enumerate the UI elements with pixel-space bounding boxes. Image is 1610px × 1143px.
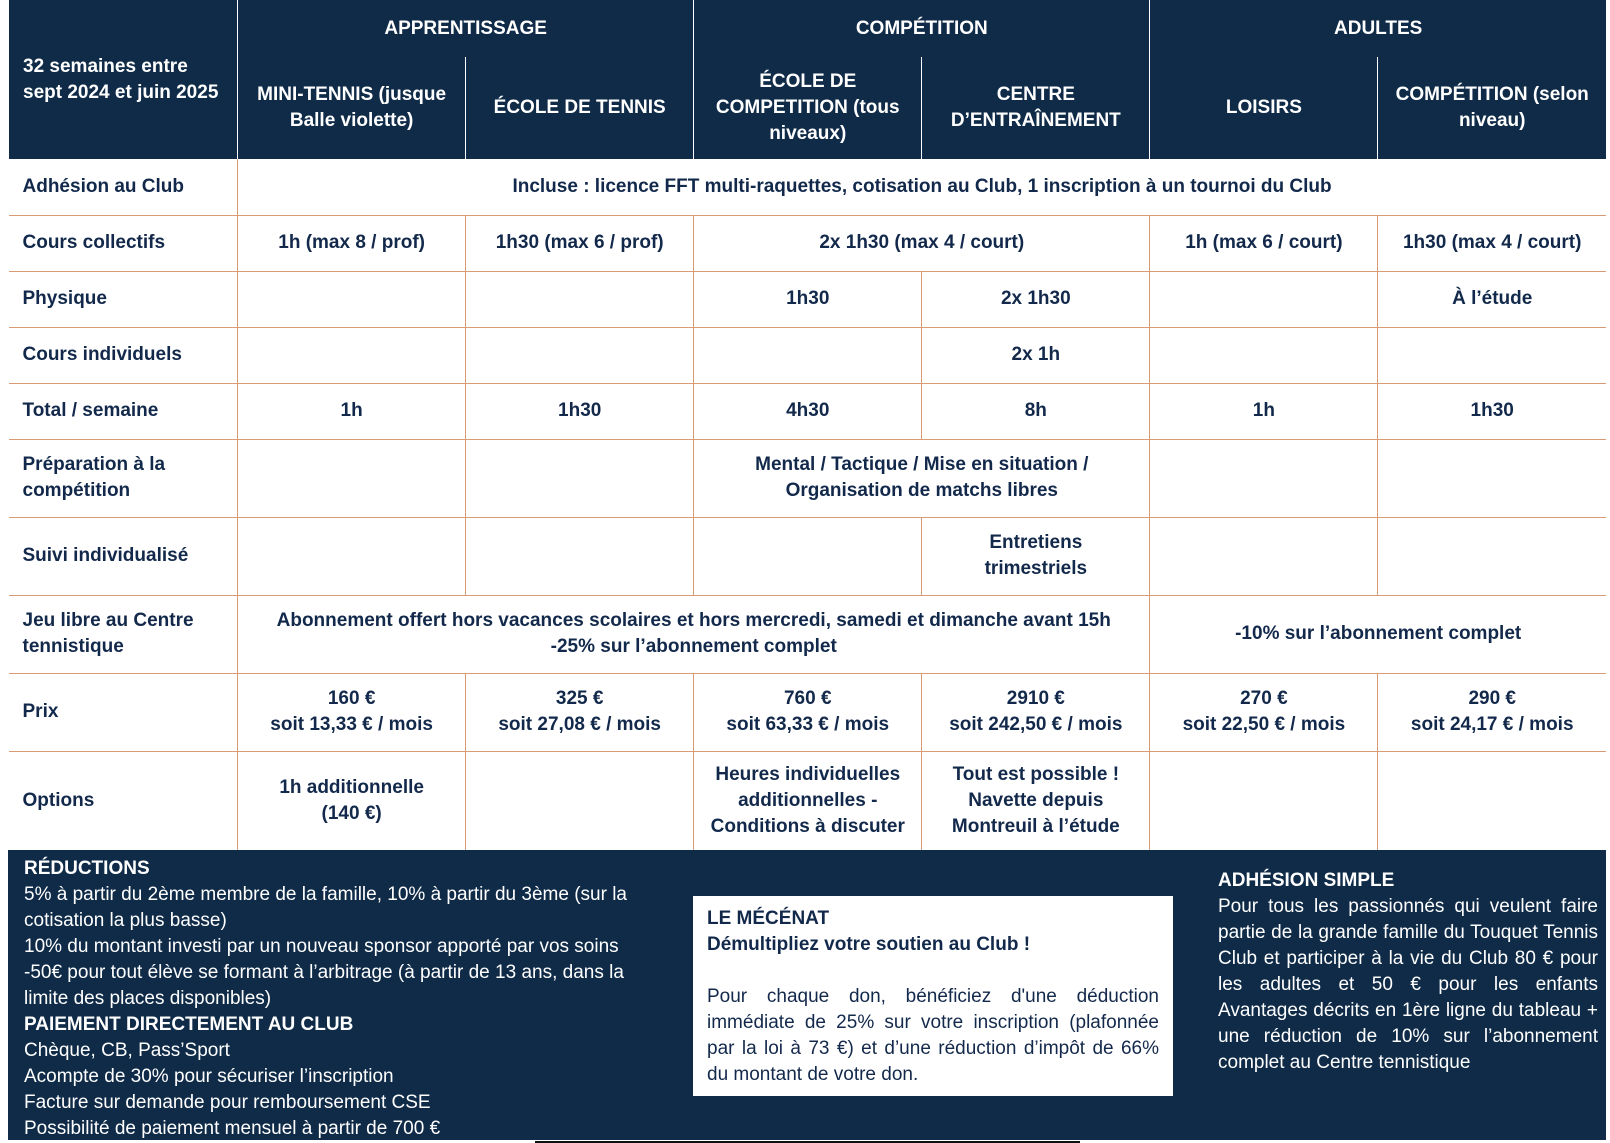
column-header-ecole-tennis: ÉCOLE DE TENNIS (466, 57, 694, 159)
table-cell (238, 271, 466, 327)
table-cell: 1h (238, 383, 466, 439)
payment-line: Acompte de 30% pour sécuriser l’inscription (24, 1066, 394, 1087)
table-row-preparation (9, 439, 1607, 517)
table-cell (1150, 517, 1378, 595)
table-cell (1150, 439, 1378, 517)
table-cell: 1h30 (694, 271, 922, 327)
adhesion-cell: Incluse : licence FFT multi-raquettes, cotisation au Club, 1 inscription à un tournoi du Club (238, 159, 1606, 215)
price: 160 € (327, 688, 376, 709)
table-cell: -10% sur l’abonnement complet (1150, 595, 1606, 673)
table-cell: 1h30 (466, 383, 694, 439)
payment-line: Possibilité de paiement mensuel à partir de 700 € (24, 1118, 441, 1139)
mecenat-title: LE MÉCÉNAT (707, 908, 830, 929)
table-cell: 4h30 (694, 383, 922, 439)
price: 2910 € (1006, 688, 1065, 709)
price-cell (922, 673, 1150, 751)
table-cell: 1h (1150, 383, 1378, 439)
table-cell: Entretiens trimestriels (922, 517, 1150, 595)
row-label: Total / semaine (9, 383, 238, 439)
group-header-competition: COMPÉTITION (694, 0, 1150, 57)
table-cell: 2x 1h (922, 327, 1150, 383)
table-row-physique (9, 271, 1607, 327)
table-cell (238, 439, 466, 517)
monthly-price: soit 24,17 € / mois (1410, 714, 1574, 735)
row-label: Options (9, 751, 238, 851)
table-cell: À l’étude (1378, 271, 1606, 327)
price: 270 € (1240, 688, 1288, 709)
payment-line: Facture sur demande pour remboursement CSE (24, 1092, 431, 1113)
monthly-price: soit 242,50 € / mois (949, 714, 1123, 735)
row-label: Prix (9, 673, 238, 751)
price-cell (238, 673, 466, 751)
table-cell (1378, 439, 1606, 517)
season-label: 32 semaines entre sept 2024 et juin 2025 (9, 0, 238, 159)
table-row-options (9, 751, 1607, 851)
row-label: Suivi individualisé (9, 517, 238, 595)
table-row-prix (9, 673, 1607, 751)
row-label: Jeu libre au Centre tennistique (9, 595, 238, 673)
row-label: Cours collectifs (9, 215, 238, 271)
price-cell (694, 673, 922, 751)
table-cell (238, 517, 466, 595)
table-cell: 1h additionnelle (140 €) (238, 751, 466, 851)
table-row-adhesion (9, 159, 1607, 215)
price: 760 € (783, 688, 832, 709)
mecenat-text: Pour chaque don, bénéficiez d'une déduction immédiate de 25% sur votre inscription (plafonnée par la loi à 73 €) et d’une réduction d’impôt de 66% du montant de votre don. (707, 986, 1159, 1085)
column-header-adultes-competition: COMPÉTITION (selon niveau) (1378, 57, 1606, 159)
table-cell: 2x 1h30 (922, 271, 1150, 327)
table-cell (238, 327, 466, 383)
info-band (8, 850, 1606, 1140)
row-label: Physique (9, 271, 238, 327)
price-cell (1378, 673, 1606, 751)
table-cell: 1h (max 6 / court) (1150, 215, 1378, 271)
table-cell (466, 327, 694, 383)
table-cell (694, 517, 922, 595)
table-cell: 8h (922, 383, 1150, 439)
column-header-centre-entrainement: CENTRE D’ENTRAÎNEMENT (922, 57, 1150, 159)
adhesion-simple-title: ADHÉSION SIMPLE (1218, 870, 1395, 891)
reduction-line: 5% à partir du 2ème membre de la famille, 10% à partir du 3ème (sur la cotisation la plus basse) (24, 884, 627, 931)
reduction-line: -50€ pour tout élève se formant à l’arbitrage (à partir de 13 ans, dans la limite des places disponibles) (24, 962, 624, 1009)
reduction-line: 10% du montant investi par un nouveau sponsor apporté par vos soins (24, 936, 619, 957)
payment-title: PAIEMENT DIRECTEMENT AU CLUB (24, 1014, 354, 1035)
mecenat-subtitle: Démultipliez votre soutien au Club ! (707, 934, 1031, 955)
table-row-suivi (9, 517, 1607, 595)
table-cell: Mental / Tactique / Mise en situation / Organisation de matchs libres (694, 439, 1150, 517)
tariff-table (8, 0, 1606, 851)
table-cell (466, 439, 694, 517)
monthly-price: soit 22,50 € / mois (1182, 714, 1346, 735)
column-header-loisirs: LOISIRS (1150, 57, 1378, 159)
table-cell (466, 517, 694, 595)
table-cell (1150, 751, 1378, 851)
table-cell: Abonnement offert hors vacances scolaires et hors mercredi, samedi et dimanche avant 15h -25% sur l’abonnement complet (238, 595, 1150, 673)
price: 325 € (555, 688, 604, 709)
row-label: Adhésion au Club (9, 159, 238, 215)
table-cell (1150, 327, 1378, 383)
table-cell: 1h30 (1378, 383, 1606, 439)
monthly-price: soit 63,33 € / mois (726, 714, 890, 735)
group-header-adultes: ADULTES (1150, 0, 1606, 57)
table-cell: 1h30 (max 4 / court) (1378, 215, 1606, 271)
reductions-title: RÉDUCTIONS (24, 858, 150, 879)
group-header-apprentissage: APPRENTISSAGE (238, 0, 694, 57)
table-row-jeu-libre (9, 595, 1607, 673)
table-cell (466, 751, 694, 851)
table-cell (1378, 751, 1606, 851)
table-cell: 2x 1h30 (max 4 / court) (694, 215, 1150, 271)
payment-line: Chèque, CB, Pass’Sport (24, 1040, 230, 1061)
table-cell (1378, 517, 1606, 595)
table-cell: Heures individuelles additionnelles - Conditions à discuter (694, 751, 922, 851)
table-cell (1150, 271, 1378, 327)
table-cell (1378, 327, 1606, 383)
price-cell (1150, 673, 1378, 751)
adhesion-simple-text: Pour tous les passionnés qui veulent faire partie de la grande famille du Touquet Tennis Club et participer à la vie du Club 80 € pour les adultes et 50 € pour les enfants Avantages décrits en 1ère ligne du tableau + une réduction de 10% sur l’abonnement complet au Centre tennistique (1218, 896, 1598, 1073)
table-cell: Tout est possible ! Navette depuis Montreuil à l’étude (922, 751, 1150, 851)
row-label: Cours individuels (9, 327, 238, 383)
table-cell (694, 327, 922, 383)
mecenat-box (693, 896, 1173, 1096)
table-cell: 1h (max 8 / prof) (238, 215, 466, 271)
table-row-cours-collectifs (9, 215, 1607, 271)
column-header-ecole-competition: ÉCOLE DE COMPETITION (tous niveaux) (694, 57, 922, 159)
monthly-price: soit 13,33 € / mois (270, 714, 433, 735)
price-cell (466, 673, 694, 751)
monthly-price: soit 27,08 € / mois (498, 714, 661, 735)
table-cell: 1h30 (max 6 / prof) (466, 215, 694, 271)
price: 290 € (1468, 688, 1516, 709)
adhesion-simple-section (1218, 868, 1598, 1076)
row-label: Préparation à la compétition (9, 439, 238, 517)
table-cell (466, 271, 694, 327)
table-row-total (9, 383, 1607, 439)
column-header-mini-tennis: MINI-TENNIS (jusque Balle violette) (238, 57, 466, 159)
reductions-section (24, 856, 664, 1142)
table-row-cours-individuels (9, 327, 1607, 383)
